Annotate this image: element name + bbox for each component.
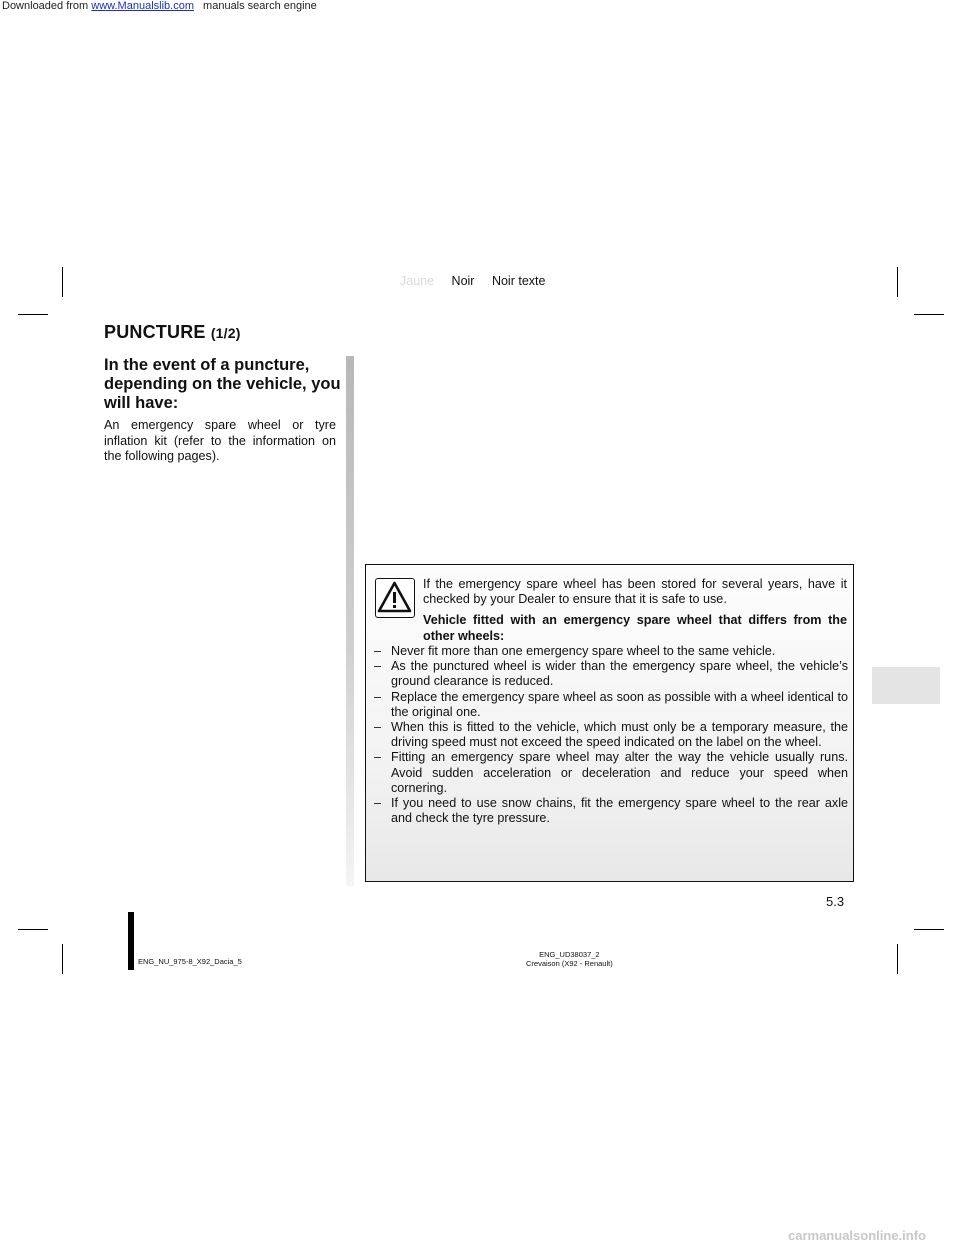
crop-mark: [62, 267, 63, 297]
color-tag-noir-texte: Noir texte: [491, 274, 546, 288]
page-title-main: PUNCTURE: [104, 322, 206, 342]
list-item: – As the punctured wheel is wider than the emergency spare wheel, the vehicle’s ground clearance is reduced.: [374, 659, 848, 689]
list-item: – When this is fitted to the vehicle, which must only be a temporary measure, the driving speed must not exceed the speed indicated on the label on the wheel.: [374, 720, 848, 750]
crop-mark: [18, 929, 48, 930]
warning-triangle-icon: [375, 578, 415, 618]
warning-text: [423, 577, 847, 644]
list-item: – Fitting an emergency spare wheel may alter the way the vehicle usually runs. Avoid sudden acceleration or deceleration and reduce your speed when cornering.: [374, 750, 848, 795]
margin-bar: [128, 912, 134, 970]
color-tag-noir: Noir: [451, 274, 475, 288]
page-title-part: (1/2): [210, 325, 241, 341]
manualslib-link[interactable]: www.Manualslib.com: [91, 0, 194, 12]
watermark: carmanualsonline.info: [788, 1228, 926, 1243]
crop-mark: [897, 944, 898, 974]
section-heading: In the event of a puncture, depending on the vehicle, you will have:: [104, 356, 341, 412]
page-title: [104, 322, 241, 343]
warning-box: [365, 564, 854, 882]
column-divider: [346, 356, 354, 886]
footer-left: ENG_NU_975-8_X92_Dacia_5: [138, 957, 242, 966]
footer-right-line1: ENG_UD38037_2: [539, 950, 600, 959]
section-body: An emergency spare wheel or tyre inflation kit (refer to the information on the following pages).: [104, 418, 336, 463]
color-tags: [400, 274, 559, 288]
chapter-tab: [872, 667, 940, 704]
banner-suffix: manuals search engine: [203, 0, 317, 12]
warning-list: [374, 644, 848, 826]
crop-mark: [18, 314, 48, 315]
list-item: – Replace the emergency spare wheel as soon as possible with a wheel identical to the original one.: [374, 689, 848, 719]
warning-heading: Vehicle fitted with an emergency spare wheel that differs from the other wheels:: [423, 613, 847, 643]
footer-right-line2: Crevaison (X92 - Renault): [526, 959, 613, 968]
crop-mark: [914, 314, 944, 315]
list-item: – Never fit more than one emergency spare wheel to the same vehicle.: [374, 644, 776, 658]
warning-intro: If the emergency spare wheel has been stored for several years, have it checked by your Dealer to ensure that it is safe to use.: [423, 577, 847, 607]
footer-right: [526, 950, 613, 968]
crop-mark: [62, 944, 63, 974]
list-item: – If you need to use snow chains, fit the emergency spare wheel to the rear axle and check the tyre pressure.: [374, 796, 848, 826]
crop-mark: [914, 929, 944, 930]
color-tag-jaune: Jaune: [400, 274, 435, 288]
download-banner: [2, 0, 317, 12]
crop-mark: [897, 267, 898, 297]
page-number: 5.3: [826, 894, 845, 909]
banner-prefix: Downloaded from: [2, 0, 89, 12]
